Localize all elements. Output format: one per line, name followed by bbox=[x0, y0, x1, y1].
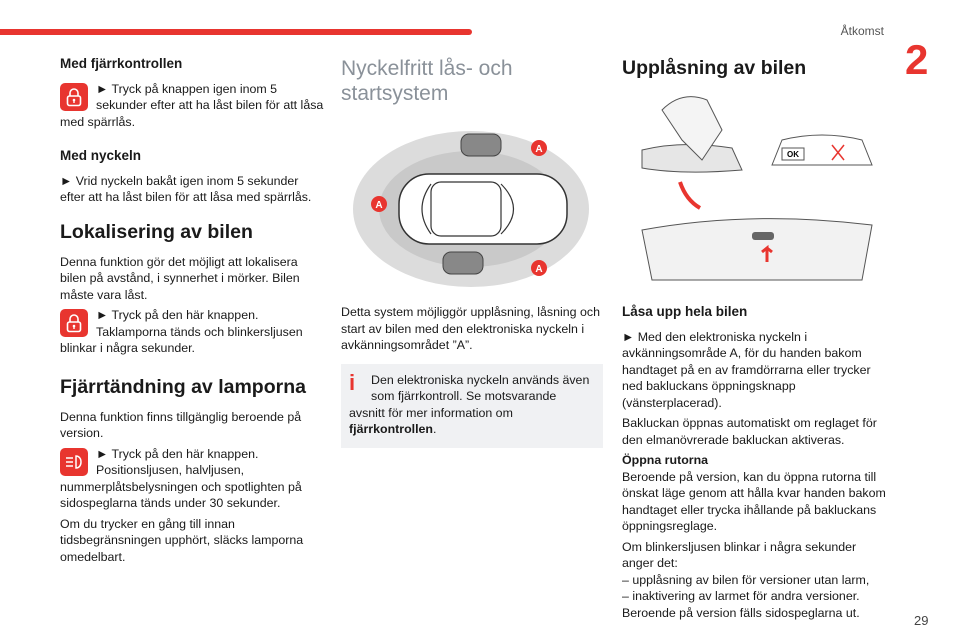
motion-arrow-icon bbox=[680, 182, 700, 208]
lock-button-icon bbox=[60, 83, 88, 111]
page-number: 29 bbox=[914, 613, 929, 628]
chapter-number: 2 bbox=[905, 36, 929, 83]
bullet-item: – upplåsning av bilen för versioner utan larm, bbox=[622, 572, 870, 587]
section-title: Åtkomst bbox=[840, 24, 884, 38]
lock-button-icon-2 bbox=[60, 309, 88, 337]
lights-text: Denna funktion finns tillgänglig beroende på version. bbox=[60, 409, 302, 440]
remote-text: ► Tryck på knappen igen inom 5 sekunder efter att ha låst bilen för att låsa med spärrlås. bbox=[60, 81, 324, 129]
locate-text: Denna funktion gör det möjligt att lokalisera bilen på avstånd, i synnerhet i mörker. Bilen måste vara låst. bbox=[60, 254, 300, 302]
keyless-zone-illustration bbox=[341, 124, 603, 292]
heading-windows: Öppna rutorna bbox=[622, 453, 709, 467]
headlight-icon bbox=[60, 448, 88, 476]
info-end: . bbox=[433, 422, 437, 436]
bullet-item: – inaktivering av larmet för andra versioner. bbox=[622, 589, 860, 603]
svg-text:A: A bbox=[535, 144, 543, 155]
keyless-title: Nyckelfritt lås- och startsystem bbox=[341, 57, 513, 105]
heading-locate: Lokalisering av bilen bbox=[60, 220, 253, 243]
key-fob-icon bbox=[461, 134, 501, 156]
keyless-description: Detta system möjliggör upplåsning, låsning och start av bilen med den elektroniska nyckeln i avkänningsområdet ”A”. bbox=[341, 305, 600, 352]
mirror-text: Beroende på version fälls sidospeglarna ut. bbox=[622, 605, 860, 620]
blink-text: Om blinkersljusen blinkar i några sekunder anger det: bbox=[622, 539, 857, 570]
lights-instruction: ► Tryck på den här knappen. Positionsljusen, halvljusen, nummerplåtsbelysningen och spotlighten på sidospeglarna tänds under 30 sekunder. bbox=[60, 446, 302, 510]
heading-key: Med nyckeln bbox=[60, 148, 142, 163]
key-fob-icon-2 bbox=[443, 252, 483, 274]
column-left bbox=[60, 56, 325, 569]
column-middle bbox=[341, 56, 603, 448]
svg-text:A: A bbox=[535, 264, 543, 275]
key-text: ► Vrid nyckeln bakåt igen inom 5 sekunder efter att ha låst bilen för att låsa med spärrlås. bbox=[60, 173, 312, 204]
lights-cancel-text: Om du trycker en gång till innan tidsbegränsningen upphört, släcks lamporna omedelbart. bbox=[60, 516, 304, 564]
unlock-title: Upplåsning av bilen bbox=[622, 57, 807, 79]
top-accent-bar bbox=[0, 29, 472, 35]
zone-marker-a-1 bbox=[531, 140, 547, 156]
info-text: Den elektroniska nyckeln används även som fjärrkontroll. Se motsvarande avsnitt för mer information om bbox=[349, 372, 590, 420]
locate-instruction: ► Tryck på den här knappen. Taklamporna tänds och blinkersljusen blinkar i några sekunder. bbox=[60, 308, 303, 355]
svg-text:A: A bbox=[375, 200, 383, 211]
svg-text:OK: OK bbox=[787, 150, 799, 159]
zone-marker-a-3 bbox=[531, 260, 547, 276]
windows-text: Beroende på version, kan du öppna rutorna till önskat läge genom att hålla kvar handen bakom handtaget eller trycka ihållande på bakluckans öppningsreglage. bbox=[622, 469, 886, 533]
info-icon: i bbox=[349, 369, 356, 395]
heading-lights: Fjärrtändning av lamporna bbox=[60, 375, 306, 398]
info-box bbox=[341, 364, 603, 448]
unlock-illustration bbox=[622, 90, 890, 290]
unlock-text: ► Med den elektroniska nyckeln i avkänningsområde A, för du handen bakom handtaget på en av framdörrarna eller trycker ned bakluckans öppningsknapp (vänsterplacerad). bbox=[622, 329, 871, 410]
tailgate-text: Bakluckan öppnas automatiskt om reglaget för den elmanövrerade bakluckan aktiveras. bbox=[622, 416, 877, 447]
heading-remote: Med fjärrkontrollen bbox=[60, 56, 183, 71]
heading-unlock-all: Låsa upp hela bilen bbox=[622, 304, 748, 319]
zone-marker-a-2 bbox=[371, 196, 387, 212]
car-ok-icon bbox=[772, 135, 872, 165]
info-link-text: fjärrkontrollen bbox=[349, 422, 433, 436]
column-right bbox=[622, 56, 890, 625]
